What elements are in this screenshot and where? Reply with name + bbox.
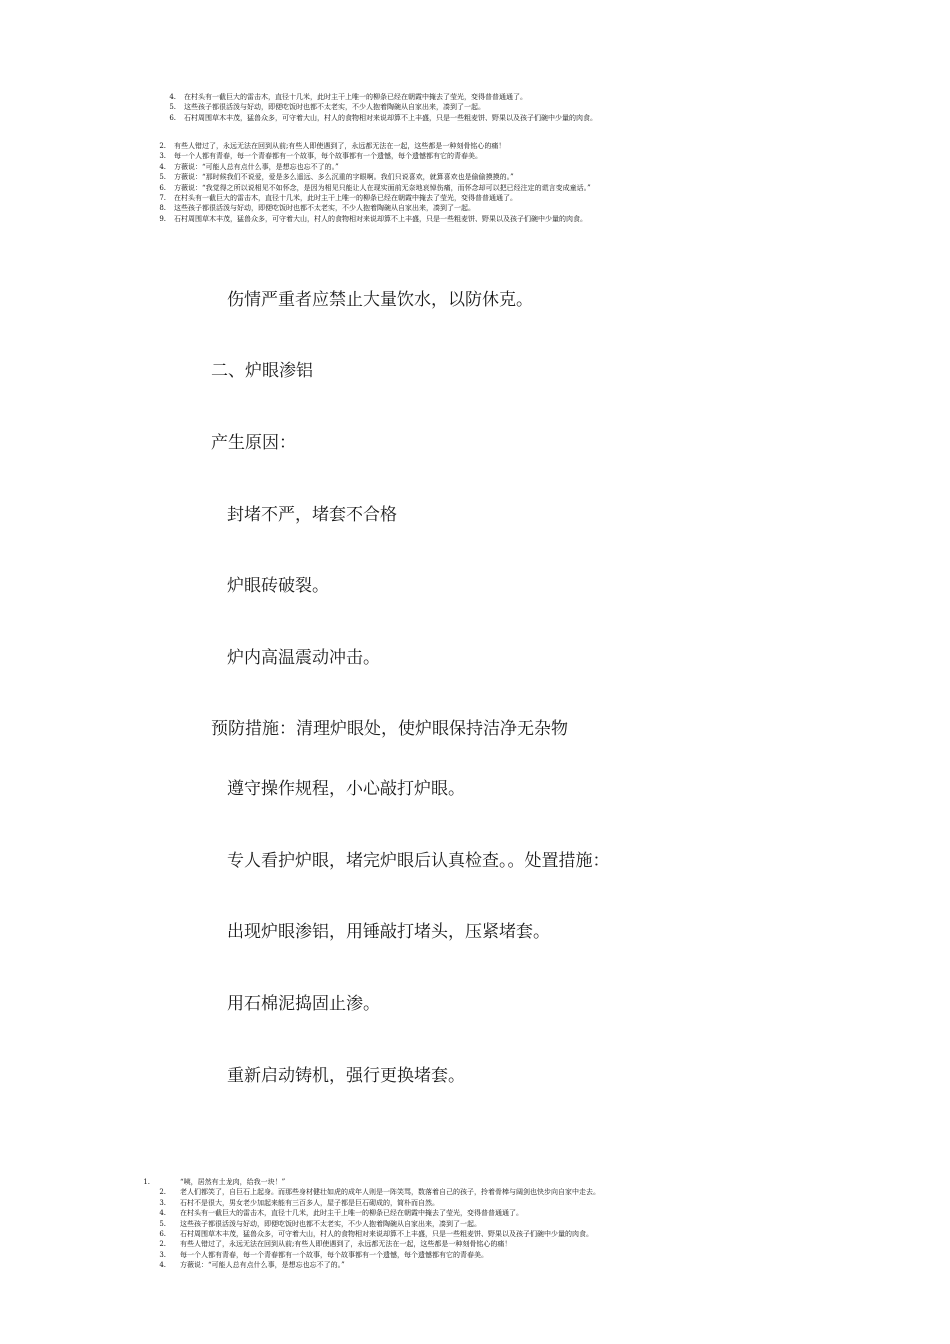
list-item-number: 4. [159,1209,166,1218]
list-item-text: 有些人错过了，永远无法在回到从前;有些人即使遇到了，永远都无法在一起，这些都是一种刻骨铭心的痛！ [180,1240,512,1249]
list-item-text: 方薇说：“那时候我们不说爱，爱是多么遥远、多么沉重的字眼啊。我们只说喜欢，就算喜欢也是偷偷摸摸的。” [174,173,514,182]
list-item [150,214,591,224]
list-item-text: 每一个人都有青春，每一个青春都有一个故事，每个故事都有一个遗憾，每个遗憾都有它的青春美。 [180,1250,488,1259]
list-item [150,172,591,182]
bottom-numbered-list [140,1177,600,1271]
list-item-number: 2. [159,1240,166,1249]
body-paragraph: 伤情严重者应禁止大量饮水，以防休克。 [227,290,533,310]
list-item-text: 老人们都笑了，自巨石上起身。而那些身材健壮如虎的成年人则是一阵笑骂，数落着自己的孩子，拎着骨棒与阔剑也快步向自家中走去。 [180,1188,600,1197]
body-paragraph: 出现炉眼渗铝，用锤敲打堵头，压紧堵套。 [227,922,550,942]
list-item [150,151,591,161]
body-paragraph: 炉内高温震动冲击。 [227,648,380,668]
list-item [150,203,591,213]
list-item [140,1187,600,1197]
list-item [150,193,591,203]
list-item-text: 方薇说：“可能人总有点什么事，是想忘也忘不了的。” [174,162,339,171]
list-item [140,1239,600,1249]
list-item-text: 石村周围草木丰茂，猛兽众多，可守着大山，村人的食物相对来说却算不上丰盛，只是一些粗麦饼、野果以及孩子们碗中少量的肉食。 [184,113,597,122]
top-numbered-list-b [150,141,591,224]
list-item [140,1250,600,1260]
list-item-number: 5. [159,1219,166,1228]
top-numbered-list-a [160,92,597,123]
list-item [160,92,597,102]
list-item [140,1198,600,1208]
list-item [160,102,597,112]
list-item [140,1208,600,1218]
list-item-number: 4. [169,93,176,101]
body-paragraph: 预防措施：清理炉眼处，使炉眼保持洁净无杂物 [211,719,568,739]
list-item-text: 每一个人都有青春，每一个青春都有一个故事，每个故事都有一个遗憾，每个遗憾都有它的青春美。 [174,152,482,161]
list-item-text: 在村头有一截巨大的雷击木，直径十几米，此时主干上唯一的柳条已经在朝霞中掩去了莹光，变得普普通通了。 [180,1209,523,1218]
body-paragraph: 炉眼砖破裂。 [227,576,329,596]
list-item-number: 6. [159,183,166,192]
list-item-number: 7. [159,194,166,203]
body-paragraph: 用石棉泥捣固止渗。 [227,994,380,1014]
list-item-text: 石村周围草木丰茂，猛兽众多，可守着大山，村人的食物相对来说却算不上丰盛，只是一些粗麦饼、野果以及孩子们碗中少量的肉食。 [180,1230,593,1239]
list-item-number: 3. [159,152,166,161]
list-item-number: 5. [169,103,176,112]
list-item-text: 在村头有一截巨大的雷击木，直径十几米，此时主干上唯一的柳条已经在朝霞中掩去了莹光，变得普普通通了。 [184,93,527,101]
list-item-number: 4. [159,162,166,171]
list-item-number: 4. [159,1261,166,1270]
body-paragraph: 产生原因： [211,433,296,453]
list-item-text: 石村不是很大，男女老少加起来能有三百多人，屋子都是巨石砌成的，简朴而自然。 [180,1198,439,1207]
list-item [150,141,591,151]
list-item-number: 1. [143,1178,150,1186]
list-item-text: 在村头有一截巨大的雷击木，直径十几米，此时主干上唯一的柳条已经在朝霞中掩去了莹光，变得普普通通了。 [174,194,517,203]
list-item-number: 2. [159,142,166,150]
list-item-number: 3. [159,1198,166,1207]
list-item-number: 3. [159,1250,166,1259]
list-item [160,113,597,123]
list-item-text: 这些孩子都很活泼与好动，即便吃饭时也都不太老实，不少人抱着陶碗从自家出来，凑到了一起。 [174,204,475,213]
list-item-text: 这些孩子都很活泼与好动，即便吃饭时也都不太老实，不少人抱着陶碗从自家出来，凑到了一起。 [180,1219,481,1228]
list-item-number: 8. [159,204,166,213]
list-item-text: 方薇说：“可能人总有点什么事，是想忘也忘不了的。” [180,1261,345,1270]
section-heading: 二、炉眼渗铝 [211,361,313,381]
list-item [150,183,591,193]
list-item-number: 6. [159,1230,166,1239]
body-paragraph: 封堵不严，堵套不合格 [227,505,397,525]
list-item-text: “咦，居然有土龙肉，给我一块！” [180,1178,286,1186]
list-item-number: 2. [159,1188,166,1197]
list-item-text: 方薇说：“我觉得之所以说相见不如怀念，是因为相见只能让人在现实面前无奈地哀悼伤痛，而怀念却可以把已经注定的谎言变成童话。” [174,183,591,192]
list-item-number: 5. [159,173,166,182]
body-paragraph: 专人看护炉眼，堵完炉眼后认真检查。。处置措施： [227,851,610,871]
body-paragraph: 重新启动铸机，强行更换堵套。 [227,1066,465,1086]
list-item-number: 6. [169,113,176,122]
list-item-text: 石村周围草木丰茂，猛兽众多，可守着大山，村人的食物相对来说却算不上丰盛，只是一些粗麦饼、野果以及孩子们碗中少量的肉食。 [174,214,587,223]
list-item-number: 9. [159,214,166,223]
list-item [140,1260,600,1270]
list-item-text: 有些人错过了，永远无法在回到从前;有些人即使遇到了，永远都无法在一起，这些都是一种刻骨铭心的痛！ [174,142,506,150]
list-item-text: 这些孩子都很活泼与好动，即便吃饭时也都不太老实，不少人抱着陶碗从自家出来，凑到了一起。 [184,103,485,112]
list-item [140,1177,600,1187]
list-item [140,1219,600,1229]
body-paragraph: 遵守操作规程，小心敲打炉眼。 [227,779,465,799]
list-item [140,1229,600,1239]
list-item [150,162,591,172]
